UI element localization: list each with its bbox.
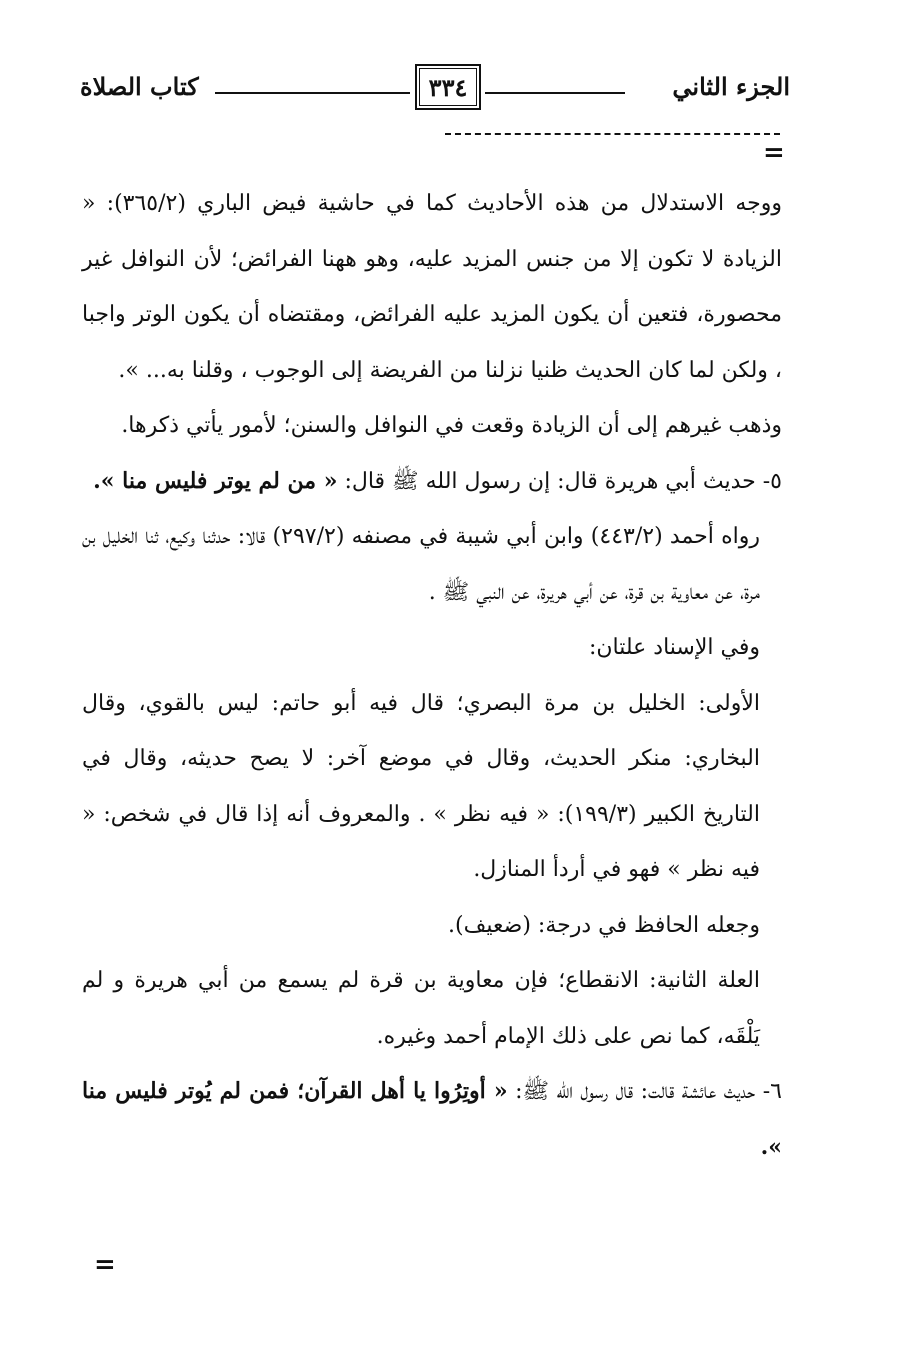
header-rule-right	[485, 92, 625, 94]
hadith-6-intro: ٦- حديث عائشة قالت: قال رسول الله ﷺ:	[507, 1079, 782, 1104]
volume-title: الجزء الثاني	[672, 72, 790, 101]
paragraph-hafiz-grade: وجعله الحافظ في درجة: (ضعيف).	[448, 912, 760, 938]
hadith-5-quote: « من لم يوتر فليس منا ».	[93, 467, 338, 494]
chapter-title: كتاب الصلاة	[80, 72, 199, 101]
continuation-mark-bottom: =	[94, 1250, 116, 1280]
header-rule-left	[215, 92, 410, 94]
hadith-6-quote: « أوتِرُوا يا أهل القرآن؛ فمن لم يُوتر فليس منا ».	[82, 1078, 782, 1160]
page-header	[70, 62, 790, 122]
dashed-separator	[445, 133, 780, 135]
paragraph-istidlal: ووجه الاستدلال من هذه الأحاديث كما في حاشية فيض الباري (٣٦٥/٢): « الزيادة لا تكون إلا من جنس المزيد عليه، وهو ههنا الفرائض؛ لأن النوافل غير محصورة، فتعين أن يكون المزيد عليه الفرائض، ومقتضاه أن يكون الوتر واجبا ، ولكن لما كان الحديث ظنيا نزلنا من الفريضة إلى الوجوب ، وقلنا به... ».	[82, 191, 783, 383]
hadith-5-intro: ٥- حديث أبي هريرة قال: إن رسول الله ﷺ قال:	[337, 468, 782, 494]
page-number: ٣٣٤	[428, 72, 468, 102]
paragraph-two-defects: وفي الإسناد علتان:	[588, 635, 760, 660]
page-body	[82, 176, 782, 1175]
page-number-box	[415, 64, 481, 110]
paragraph-takhrij: رواه أحمد (٤٤٣/٢) وابن أبي شيبة في مصنفه (٢٩٧/٢) قالا: حدثنا وكيع، ثنا الخليل بن مرة، عن معاوية بن قرة، عن أبي هريرة، عن النبي ﷺ .	[82, 524, 761, 605]
paragraph-others-view: وذهب غيرهم إلى أن الزيادة وقعت في النوافل والسنن؛ لأمور يأتي ذكرها.	[121, 413, 782, 438]
hadith-6	[82, 1064, 782, 1175]
continuation-mark-top: =	[763, 138, 785, 168]
hadith-5	[82, 454, 782, 510]
paragraph-first-defect: الأولى: الخليل بن مرة البصري؛ قال فيه أبو حاتم: ليس بالقوي، وقال البخاري: منكر الحديث، وقال في موضع آخر: لا يصح حديثه، وقال في التاريخ الكبير (١٩٩/٣): « فيه نظر » . والمعروف أنه إذا قال في شخص: « فيه نظر » فهو في أردأ المنازل.	[82, 690, 760, 882]
paragraph-second-defect: العلة الثانية: الانقطاع؛ فإن معاوية بن قرة لم يسمع من أبي هريرة و لم يَلْقَه، كما نص على ذلك الإمام أحمد وغيره.	[82, 968, 760, 1049]
